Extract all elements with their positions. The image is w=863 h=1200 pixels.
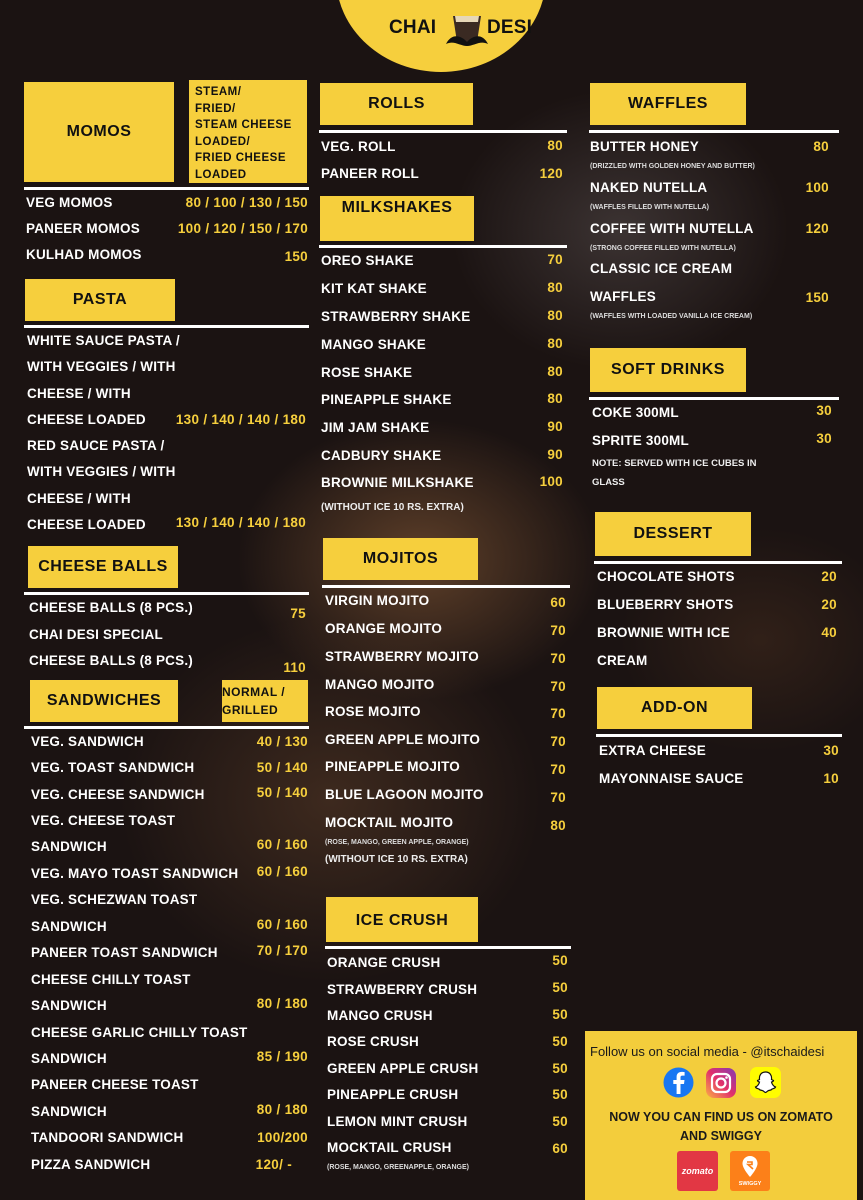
menu-price: 40 bbox=[821, 625, 837, 640]
menu-price: 80 / 180 bbox=[256, 996, 308, 1011]
menu-price: 30 bbox=[816, 403, 832, 418]
menu-price: 50 bbox=[552, 953, 568, 968]
menu-item: CLASSIC ICE CREAM bbox=[590, 261, 733, 276]
divider bbox=[322, 585, 570, 588]
menu-price: 150 bbox=[284, 249, 308, 264]
menu-price: 100 / 120 / 150 / 170 bbox=[177, 221, 308, 236]
menu-price: 100 bbox=[805, 180, 829, 195]
menu-item: CHEESE LOADED bbox=[27, 412, 146, 427]
cheese-balls-heading: CHEESE BALLS bbox=[28, 546, 178, 588]
divider bbox=[325, 946, 571, 949]
menu-item: CREAM bbox=[597, 653, 648, 668]
menu-item: BLUE LAGOON MOJITO bbox=[325, 787, 484, 802]
swiggy-pin-icon bbox=[741, 1155, 759, 1179]
menu-price: 80 / 100 / 130 / 150 bbox=[185, 195, 308, 210]
menu-item: MOCKTAIL MOJITO bbox=[325, 815, 454, 830]
divider bbox=[596, 734, 842, 737]
menu-item: VEG. SCHEZWAN TOAST bbox=[31, 892, 198, 907]
facebook-icon[interactable] bbox=[663, 1067, 694, 1098]
menu-item: COKE 300ML bbox=[592, 405, 679, 420]
menu-item: PINEAPPLE CRUSH bbox=[327, 1087, 459, 1102]
menu-item: CHEESE GARLIC CHILLY TOAST bbox=[31, 1025, 248, 1040]
note-text: (ROSE, MANGO, GREEN APPLE, ORANGE) bbox=[325, 839, 469, 846]
menu-item: ROSE CRUSH bbox=[327, 1034, 420, 1049]
menu-item: LEMON MINT CRUSH bbox=[327, 1114, 468, 1129]
menu-item: VEG. CHEESE TOAST bbox=[31, 813, 176, 828]
menu-item: CHEESE BALLS (8 PCS.) bbox=[29, 600, 193, 615]
menu-price: 100 bbox=[539, 474, 563, 489]
menu-item: SANDWICH bbox=[31, 919, 107, 934]
divider bbox=[24, 187, 309, 190]
menu-item: PANEER ROLL bbox=[321, 166, 419, 181]
note-text: (WAFFLES WITH LOADED VANILLA ICE CREAM) bbox=[590, 313, 753, 320]
note-text: (WITHOUT ICE 10 RS. EXTRA) bbox=[325, 854, 468, 865]
note-text: NOTE: SERVED WITH ICE CUBES IN bbox=[592, 458, 757, 469]
menu-item: ROSE SHAKE bbox=[321, 365, 413, 380]
sandwiches-options: NORMAL / GRILLED bbox=[222, 680, 308, 722]
menu-price: 75 bbox=[290, 606, 306, 621]
menu-item: PINEAPPLE SHAKE bbox=[321, 392, 452, 407]
menu-price: 80 bbox=[547, 308, 563, 323]
brand-name-right: DESI bbox=[487, 17, 533, 38]
follow-text: Follow us on social media - @itschaidesi bbox=[590, 1044, 825, 1059]
menu-item: STRAWBERRY SHAKE bbox=[321, 309, 471, 324]
menu-price: 70 bbox=[550, 706, 566, 721]
menu-price: 70 bbox=[550, 679, 566, 694]
divider bbox=[24, 592, 309, 595]
menu-price: 90 bbox=[547, 419, 563, 434]
momos-options: STEAM/ FRIED/ STEAM CHEESE LOADED/ FRIED CHEESE LOADED bbox=[189, 80, 307, 183]
ice-crush-heading: ICE CRUSH bbox=[326, 897, 478, 942]
menu-price: 80 bbox=[547, 138, 563, 153]
menu-price: 80 bbox=[550, 818, 566, 833]
menu-item: CHEESE BALLS (8 PCS.) bbox=[29, 653, 193, 668]
menu-price: 120/ - bbox=[255, 1157, 292, 1172]
menu-item: CHAI DESI SPECIAL bbox=[29, 627, 163, 642]
mustache-cup-icon bbox=[444, 2, 490, 54]
menu-item: WAFFLES bbox=[590, 289, 656, 304]
menu-price: 70 bbox=[547, 252, 563, 267]
menu-item: PANEER TOAST SANDWICH bbox=[31, 945, 218, 960]
menu-price: 70 bbox=[550, 734, 566, 749]
menu-item: MANGO SHAKE bbox=[321, 337, 426, 352]
menu-item: VEG. CHEESE SANDWICH bbox=[31, 787, 205, 802]
menu-item: BLUEBERRY SHOTS bbox=[597, 597, 734, 612]
swiggy-text: SWIGGY bbox=[738, 1181, 762, 1187]
menu-price: 40 / 130 bbox=[256, 734, 308, 749]
divider bbox=[589, 397, 839, 400]
menu-item: WHITE SAUCE PASTA / bbox=[27, 333, 180, 348]
divider bbox=[319, 130, 567, 133]
menu-item: VEG. MAYO TOAST SANDWICH bbox=[31, 866, 239, 881]
menu-item: RED SAUCE PASTA / bbox=[27, 438, 165, 453]
instagram-icon[interactable] bbox=[705, 1067, 737, 1099]
menu-price: 120 bbox=[805, 221, 829, 236]
menu-price: 10 bbox=[823, 771, 839, 786]
menu-price: 20 bbox=[821, 569, 837, 584]
menu-price: 80 bbox=[813, 139, 829, 154]
menu-price: 50 bbox=[552, 1061, 568, 1076]
menu-price: 70 bbox=[550, 762, 566, 777]
addon-heading: ADD-ON bbox=[597, 687, 752, 729]
menu-price: 50 bbox=[552, 980, 568, 995]
menu-price: 130 / 140 / 140 / 180 bbox=[175, 412, 306, 427]
social-panel bbox=[585, 1031, 857, 1200]
menu-item: STRAWBERRY CRUSH bbox=[327, 982, 478, 997]
menu-item: PANEER MOMOS bbox=[26, 221, 140, 236]
menu-price: 60 / 160 bbox=[256, 837, 308, 852]
menu-item: COFFEE WITH NUTELLA bbox=[590, 221, 754, 236]
delivery-text: NOW YOU CAN FIND US ON ZOMATO AND SWIGGY bbox=[609, 1110, 833, 1143]
menu-item: MANGO MOJITO bbox=[325, 677, 435, 692]
menu-price: 50 bbox=[552, 1007, 568, 1022]
soft-drinks-heading: SOFT DRINKS bbox=[590, 348, 746, 392]
pasta-heading: PASTA bbox=[25, 279, 175, 321]
milkshakes-heading: MILKSHAKES bbox=[320, 196, 474, 241]
menu-price: 30 bbox=[823, 743, 839, 758]
menu-price: 50 bbox=[552, 1114, 568, 1129]
menu-price: 20 bbox=[821, 597, 837, 612]
note-text: (WITHOUT ICE 10 RS. EXTRA) bbox=[321, 502, 464, 513]
menu-item: SANDWICH bbox=[31, 1104, 107, 1119]
divider bbox=[594, 561, 842, 564]
menu-price: 50 / 140 bbox=[256, 760, 308, 775]
zomato-logo[interactable]: zomato bbox=[677, 1151, 718, 1191]
momos-heading: MOMOS bbox=[24, 82, 174, 182]
note-text: (ROSE, MANGO, GREENAPPLE, ORANGE) bbox=[327, 1164, 469, 1171]
menu-price: 150 bbox=[805, 290, 829, 305]
menu-price: 50 / 140 bbox=[256, 785, 308, 800]
menu-item: SANDWICH bbox=[31, 998, 107, 1013]
menu-item: PANEER CHEESE TOAST bbox=[31, 1077, 199, 1092]
menu-price: 60 bbox=[552, 1141, 568, 1156]
menu-price: 80 / 180 bbox=[256, 1102, 308, 1117]
menu-price: 70 bbox=[550, 651, 566, 666]
menu-item: NAKED NUTELLA bbox=[590, 180, 708, 195]
menu-item: WITH VEGGIES / WITH bbox=[27, 359, 176, 374]
menu-item: SPRITE 300ML bbox=[592, 433, 689, 448]
menu-price: 60 / 160 bbox=[256, 917, 308, 932]
menu-item: JIM JAM SHAKE bbox=[321, 420, 430, 435]
menu-price: 100/200 bbox=[257, 1130, 308, 1145]
menu-price: 120 bbox=[539, 166, 563, 181]
menu-item: PINEAPPLE MOJITO bbox=[325, 759, 460, 774]
menu-price: 85 / 190 bbox=[256, 1049, 308, 1064]
menu-item: CHEESE LOADED bbox=[27, 517, 146, 532]
menu-price: 80 bbox=[547, 336, 563, 351]
menu-item: CHOCOLATE SHOTS bbox=[597, 569, 735, 584]
menu-item: MANGO CRUSH bbox=[327, 1008, 433, 1023]
rolls-heading: ROLLS bbox=[320, 83, 473, 125]
swiggy-logo[interactable] bbox=[730, 1151, 770, 1191]
divider bbox=[24, 325, 309, 328]
menu-item: VEG MOMOS bbox=[26, 195, 113, 210]
menu-item: GREEN APPLE CRUSH bbox=[327, 1061, 479, 1076]
menu-price: 80 bbox=[547, 364, 563, 379]
menu-item: BROWNIE WITH ICE bbox=[597, 625, 730, 640]
menu-price: 80 bbox=[547, 391, 563, 406]
divider bbox=[589, 130, 839, 133]
menu-item: SANDWICH bbox=[31, 1051, 107, 1066]
menu-item: TANDOORI SANDWICH bbox=[31, 1130, 184, 1145]
snapchat-icon[interactable] bbox=[749, 1066, 782, 1099]
note-text: (DRIZZLED WITH GOLDEN HONEY AND BUTTER) bbox=[590, 163, 755, 170]
menu-price: 60 / 160 bbox=[256, 864, 308, 879]
divider bbox=[319, 245, 567, 248]
sandwiches-heading: SANDWICHES bbox=[30, 680, 178, 722]
menu-price: 80 bbox=[547, 280, 563, 295]
menu-item: KIT KAT SHAKE bbox=[321, 281, 427, 296]
menu-item: SANDWICH bbox=[31, 839, 107, 854]
menu-item: PIZZA SANDWICH bbox=[31, 1157, 151, 1172]
menu-item: CHEESE / WITH bbox=[27, 491, 131, 506]
menu-item: VEG. TOAST SANDWICH bbox=[31, 760, 195, 775]
menu-price: 30 bbox=[816, 431, 832, 446]
note-text: (STRONG COFFEE FILLED WITH NUTELLA) bbox=[590, 245, 736, 252]
menu-item: OREO SHAKE bbox=[321, 253, 414, 268]
waffles-heading: WAFFLES bbox=[590, 83, 746, 125]
menu-price: 130 / 140 / 140 / 180 bbox=[175, 515, 306, 530]
menu-item: CHEESE CHILLY TOAST bbox=[31, 972, 191, 987]
menu-price: 60 bbox=[550, 595, 566, 610]
dessert-heading: DESSERT bbox=[595, 512, 751, 556]
menu-item: MOCKTAIL CRUSH bbox=[327, 1140, 452, 1155]
menu-price: 110 bbox=[283, 660, 306, 675]
menu-price: 70 / 170 bbox=[256, 943, 308, 958]
menu-item: CADBURY SHAKE bbox=[321, 448, 442, 463]
menu-price: 70 bbox=[550, 790, 566, 805]
menu-item: BROWNIE MILKSHAKE bbox=[321, 475, 474, 490]
menu-item: ORANGE CRUSH bbox=[327, 955, 441, 970]
menu-item: VIRGIN MOJITO bbox=[325, 593, 430, 608]
note-text: (WAFFLES FILLED WITH NUTELLA) bbox=[590, 204, 709, 211]
menu-price: 50 bbox=[552, 1034, 568, 1049]
divider bbox=[24, 726, 309, 729]
brand-name-left: CHAI bbox=[389, 17, 437, 38]
menu-item: VEG. ROLL bbox=[321, 139, 396, 154]
menu-item: CHEESE / WITH bbox=[27, 386, 131, 401]
menu-item: EXTRA CHEESE bbox=[599, 743, 706, 758]
menu-item: ORANGE MOJITO bbox=[325, 621, 443, 636]
menu-item: KULHAD MOMOS bbox=[26, 247, 142, 262]
menu-price: 50 bbox=[552, 1087, 568, 1102]
menu-item: MAYONNAISE SAUCE bbox=[599, 771, 744, 786]
menu-item: STRAWBERRY MOJITO bbox=[325, 649, 479, 664]
menu-item: VEG. SANDWICH bbox=[31, 734, 144, 749]
menu-item: BUTTER HONEY bbox=[590, 139, 699, 154]
menu-price: 70 bbox=[550, 623, 566, 638]
mojitos-heading: MOJITOS bbox=[323, 538, 478, 580]
menu-item: ROSE MOJITO bbox=[325, 704, 421, 719]
menu-item: GREEN APPLE MOJITO bbox=[325, 732, 481, 747]
menu-price: 90 bbox=[547, 447, 563, 462]
note-text: GLASS bbox=[592, 477, 625, 488]
menu-item: WITH VEGGIES / WITH bbox=[27, 464, 176, 479]
